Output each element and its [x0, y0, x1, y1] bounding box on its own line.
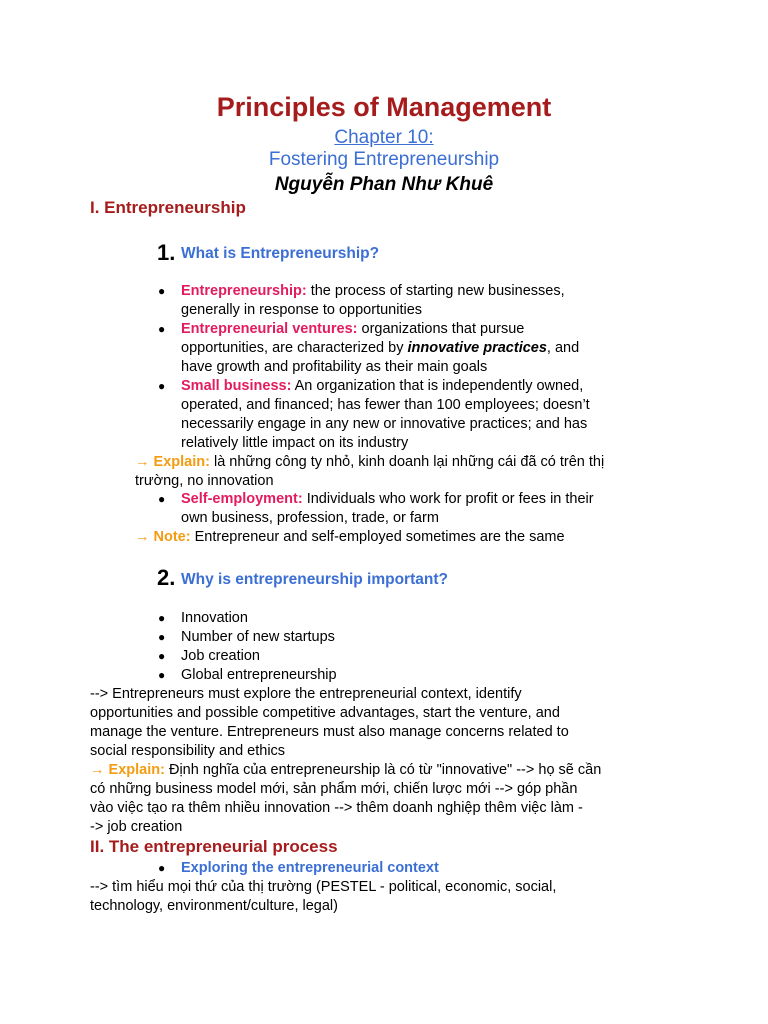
list-item: Job creation	[181, 648, 260, 664]
bullet-dot: ●	[158, 322, 166, 336]
question-title: What is Entrepreneurship?	[181, 245, 380, 262]
bullet-dot: ●	[158, 492, 166, 506]
list-item: Global entrepreneurship	[181, 667, 337, 683]
paragraph-line: opportunities and possible competitive advantages, start the venture, and	[90, 705, 560, 721]
bullet-dot: ●	[158, 649, 166, 663]
paragraph-line: technology, environment/culture, legal)	[90, 898, 338, 914]
list-item: Exploring the entrepreneurial context	[181, 860, 439, 876]
paragraph-line: social responsibility and ethics	[90, 743, 286, 759]
question-number: 2.	[157, 565, 176, 590]
list-item: Number of new startups	[181, 629, 335, 645]
section-heading: I. Entrepreneurship	[90, 198, 246, 217]
paragraph-line: --> tìm hiểu mọi thứ của thị trường (PESTEL - political, economic, social,	[90, 879, 557, 895]
explain-continuation: có những business model mới, sản phẩm mới, chiến lược mới --> góp phần	[90, 781, 578, 797]
list-item-continuation: operated, and financed; has fewer than 100 employees; doesn’t	[181, 397, 590, 413]
paragraph-line: --> Entrepreneurs must explore the entrepreneurial context, identify	[90, 686, 522, 702]
explain-note: → Explain: là những công ty nhỏ, kinh doanh lại những cái đã có trên thị	[135, 454, 605, 470]
bullet-dot: ●	[158, 668, 166, 682]
list-item: Entrepreneurial ventures: organizations that pursue	[181, 321, 525, 337]
document-title: Principles of Management	[216, 92, 552, 122]
explain-note: → Explain: Định nghĩa của entrepreneurship là có từ "innovative" --> họ sẽ cần	[90, 762, 602, 778]
list-item: Entrepreneurship: the process of starting new businesses,	[181, 283, 565, 299]
list-item: Innovation	[181, 610, 248, 626]
list-item: Small business: An organization that is independently owned,	[181, 378, 584, 394]
list-item-continuation: have growth and profitability as their main goals	[181, 359, 488, 375]
chapter-label: Chapter 10:	[334, 127, 434, 148]
bullet-dot: ●	[158, 611, 166, 625]
chapter-title: Fostering Entrepreneurship	[268, 149, 500, 170]
list-item-continuation: generally in response to opportunities	[181, 302, 423, 318]
bullet-dot: ●	[158, 861, 166, 875]
list-item: Self-employment: Individuals who work for profit or fees in their	[181, 491, 594, 507]
explain-continuation: trường, no innovation	[135, 473, 274, 489]
section-heading: II. The entrepreneurial process	[90, 837, 338, 856]
paragraph-line: manage the venture. Entrepreneurs must also manage concerns related to	[90, 724, 569, 740]
list-item-continuation: own business, profession, trade, or farm	[181, 510, 439, 526]
question-number: 1.	[157, 240, 176, 265]
note-line: → Note: Entrepreneur and self-employed sometimes are the same	[135, 529, 565, 545]
explain-continuation: -> job creation	[90, 819, 183, 835]
list-item-continuation: relatively little impact on its industry	[181, 435, 409, 451]
bullet-dot: ●	[158, 284, 166, 298]
question-title: Why is entrepreneurship important?	[181, 571, 448, 588]
explain-continuation: vào việc tạo ra thêm nhiều innovation --> thêm doanh nghiệp thêm việc làm -	[90, 800, 583, 816]
bullet-dot: ●	[158, 379, 166, 393]
author-name: Nguyễn Phan Như Khuê	[274, 174, 494, 195]
list-item-continuation: opportunities, are characterized by innovative practices, and	[181, 340, 580, 356]
bullet-dot: ●	[158, 630, 166, 644]
list-item-continuation: necessarily engage in any new or innovative practices; and has	[181, 416, 588, 432]
